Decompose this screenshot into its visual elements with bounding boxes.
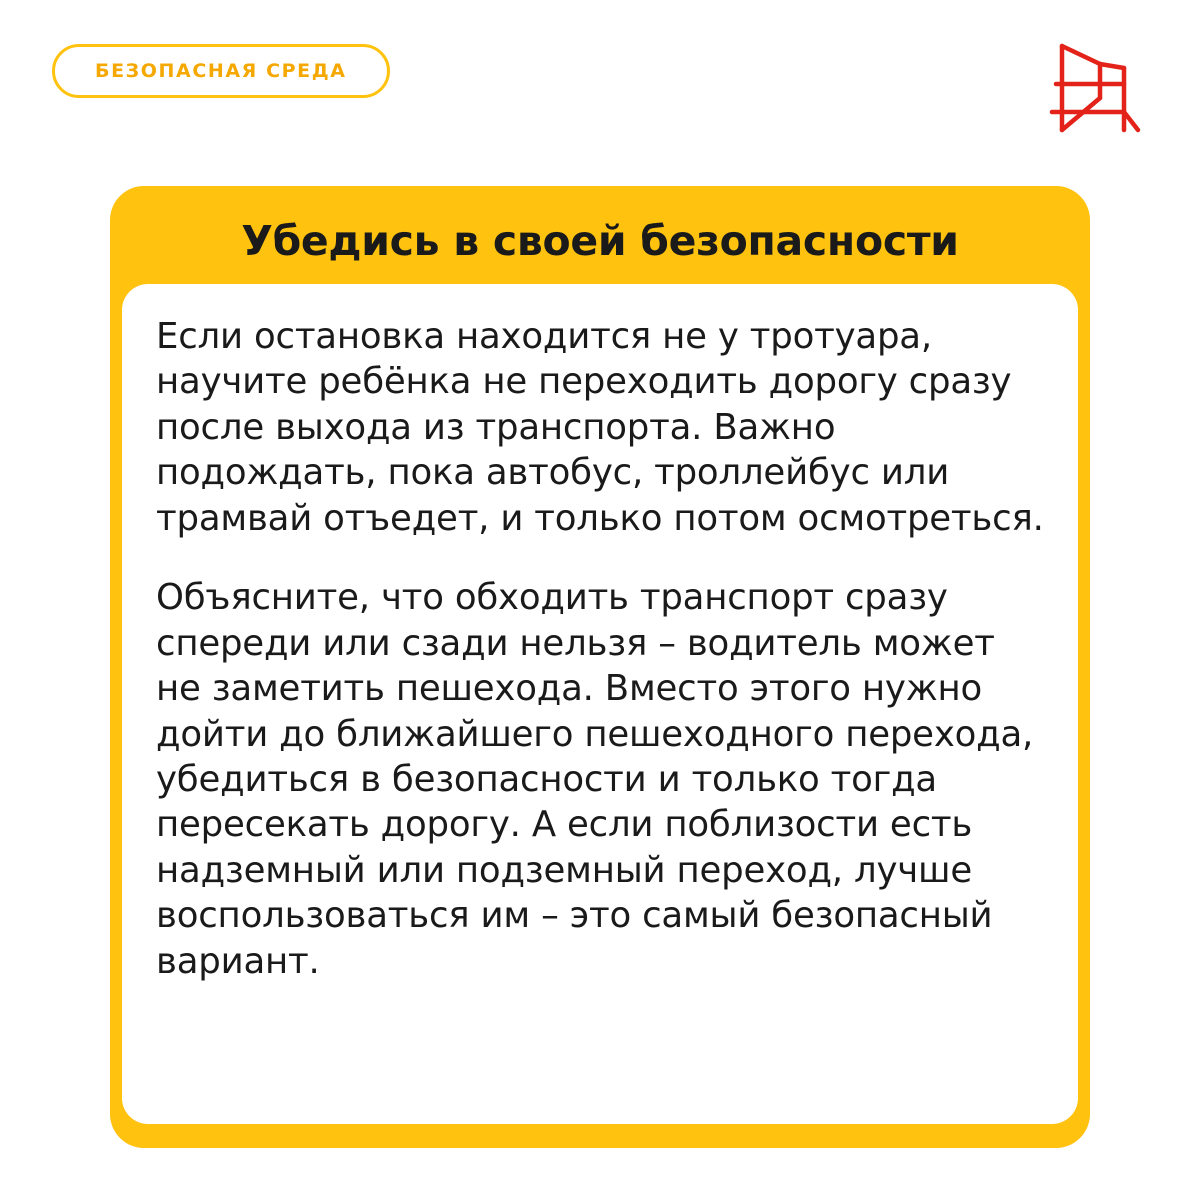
header-bar <box>52 44 1148 114</box>
category-badge <box>52 44 390 98</box>
card-paragraph-1: Если остановка находится не у тротуара, научите ребёнка не переходить дорогу сразу после выхода из транспорта. Важно подождать, пока автобус, троллейбус или трамвай отъедет, и только потом осмотреться. <box>156 316 1044 539</box>
info-card <box>110 186 1090 1148</box>
card-paragraph-2: Объясните, что обходить транспорт сразу спереди или сзади нельзя – водитель может не заметить пешехода. Вместо этого нужно дойти до ближайшего пешеходного перехода, убедиться в безопасности и только тогда пересекать дорогу. А если поблизости есть надземный или подземный переход, лучше воспользоваться им – это самый безопасный вариант. <box>156 577 1034 982</box>
category-badge-label: БЕЗОПАСНАЯ СРЕДА <box>95 60 347 82</box>
red-chair-logo-icon <box>1038 38 1148 138</box>
card-title: Убедись в своей безопасности <box>241 217 959 265</box>
card-body <box>122 284 1078 1124</box>
